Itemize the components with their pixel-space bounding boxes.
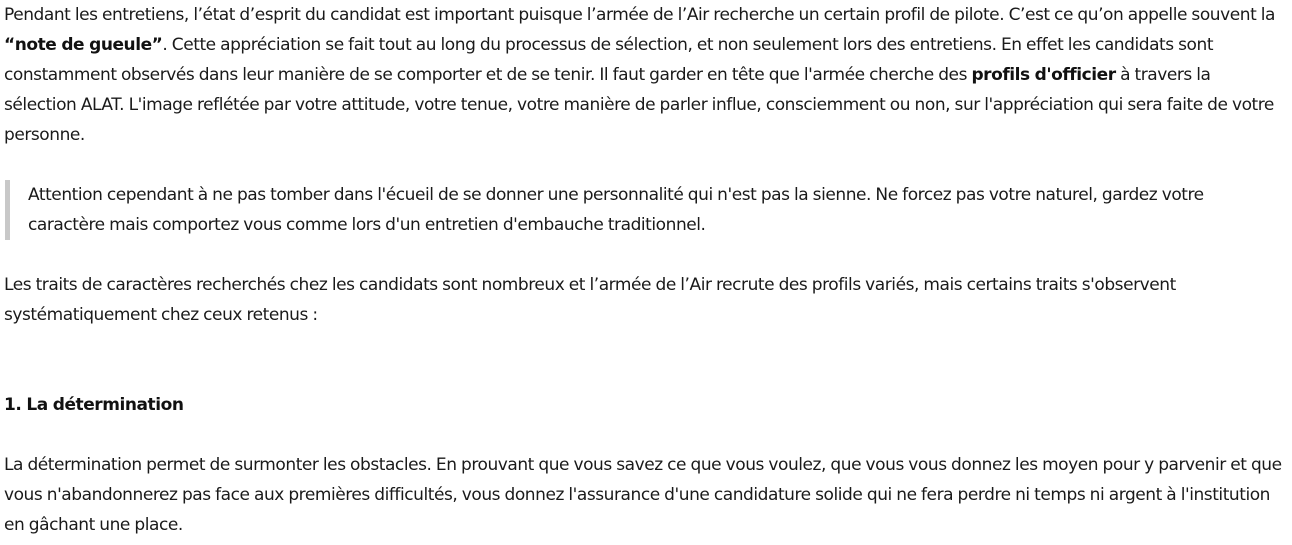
intro-paragraph bbox=[4, 0, 1284, 150]
article-content bbox=[4, 0, 1284, 540]
blockquote bbox=[5, 180, 1284, 240]
determination-paragraph: La détermination permet de surmonter les obstacles. En prouvant que vous savez ce que vous voulez, que vous vous donnez les moyen pour y parvenir et que vous n'abandonnerez pas face aux premières difficultés, vous donnez l'assurance d'une candidature solide qui ne fera perdre ni temps ni argent à l'institution en gâchant une place. bbox=[4, 455, 1282, 535]
section-heading-determination: 1. La détermination bbox=[4, 395, 184, 415]
traits-intro-paragraph: Les traits de caractères recherchés chez les candidats sont nombreux et l’armée de l’Air recrute des profils variés, mais certains traits s'observent systématiquement chez ceux retenus : bbox=[4, 275, 1176, 325]
blockquote-text: Attention cependant à ne pas tomber dans l'écueil de se donner une personnalité qui n'est pas la sienne. Ne forcez pas votre naturel, gardez votre caractère mais comportez vous comme lors d'un entretien d'embauche traditionnel. bbox=[28, 185, 1204, 235]
intro-text-2: . Cette appréciation se fait tout au long du processus de sélection, et non seulement lors des entretiens. En effet les candidats sont constamment observés dans leur manière de se comporter et de se tenir. Il faut garder en tête que l'armée cherche des bbox=[4, 35, 1214, 85]
intro-text-1: Pendant les entretiens, l’état d’esprit du candidat est important puisque l’armée de l’Air recherche un certain profil de pilote. C’est ce qu’on appelle souvent la bbox=[4, 5, 1275, 25]
intro-text-3: à travers la sélection ALAT. L'image reflétée par votre attitude, votre tenue, votre manière de parler influe, consciemment ou non, sur l'appréciation qui sera faite de votre personne. bbox=[4, 65, 1274, 145]
intro-bold-note-de-gueule: “note de gueule” bbox=[4, 35, 163, 55]
intro-bold-profils-officier: profils d'officier bbox=[971, 65, 1116, 85]
